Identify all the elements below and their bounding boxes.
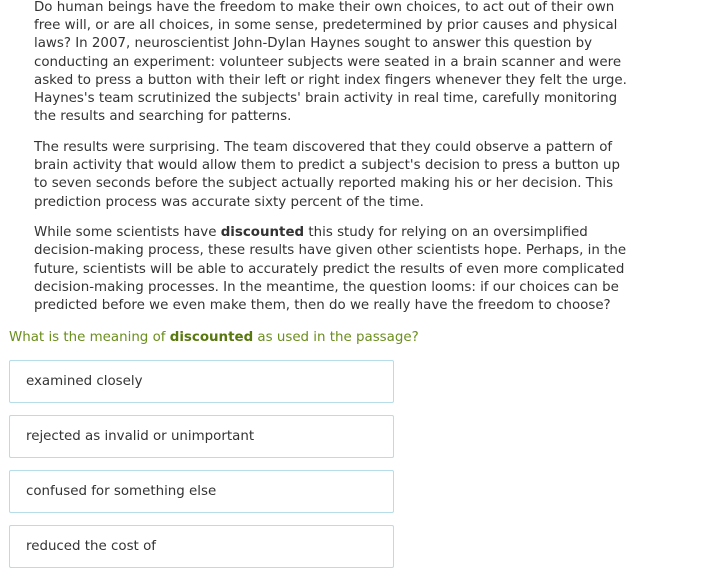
answer-choice-label: examined closely [26, 374, 143, 389]
passage-text: While some scientists have [34, 225, 221, 241]
reading-passage [34, 0, 634, 328]
question-text: What is the meaning of [9, 330, 170, 345]
question-text: as used in the passage? [253, 330, 419, 345]
question-keyword: discounted [169, 330, 254, 345]
passage-paragraph-2: The results were surprising. The team discovered that they could observe a pattern of brain activity that would allow them to predict a subject's decision to press a button up to seven seconds before the subject actually reported making his or her decision. This prediction process was accurate sixty percent of the time. [34, 139, 621, 210]
answer-choice-2[interactable] [9, 415, 394, 458]
highlighted-word: discounted [220, 225, 305, 241]
passage-paragraph-3 [34, 224, 634, 315]
answer-choice-label: rejected as invalid or unimportant [26, 429, 255, 444]
answer-choice-3[interactable] [9, 470, 394, 513]
question-prompt [9, 329, 419, 347]
answer-choice-4[interactable] [9, 525, 394, 568]
passage-text: this study for relying on an oversimplified decision-making process, these results have given other scientists hope. Perhaps, in the future, scientists will be able to accurately predict the results of even more complicated decision-making processes. In the meantime, the question looms: if our choices can be predicted before we even make them, then do we really have the freedom to choose? [34, 225, 627, 314]
answer-choice-label: confused for something else [26, 484, 217, 499]
answer-choices [9, 360, 394, 580]
passage-paragraph-1: Do human beings have the freedom to make their own choices, to act out of their own free will, or are all choices, in some sense, predetermined by prior causes and physical laws? In 2007, neuroscientist John-Dylan Haynes sought to answer this question by conducting an experiment: volunteer subjects were seated in a brain scanner and were asked to press a button with their left or right index fingers whenever they felt the urge. Haynes's team scrutinized the subjects' brain activity in real time, carefully monitoring the results and searching for patterns. [34, 0, 627, 125]
answer-choice-label: reduced the cost of [26, 539, 156, 554]
answer-choice-1[interactable] [9, 360, 394, 403]
